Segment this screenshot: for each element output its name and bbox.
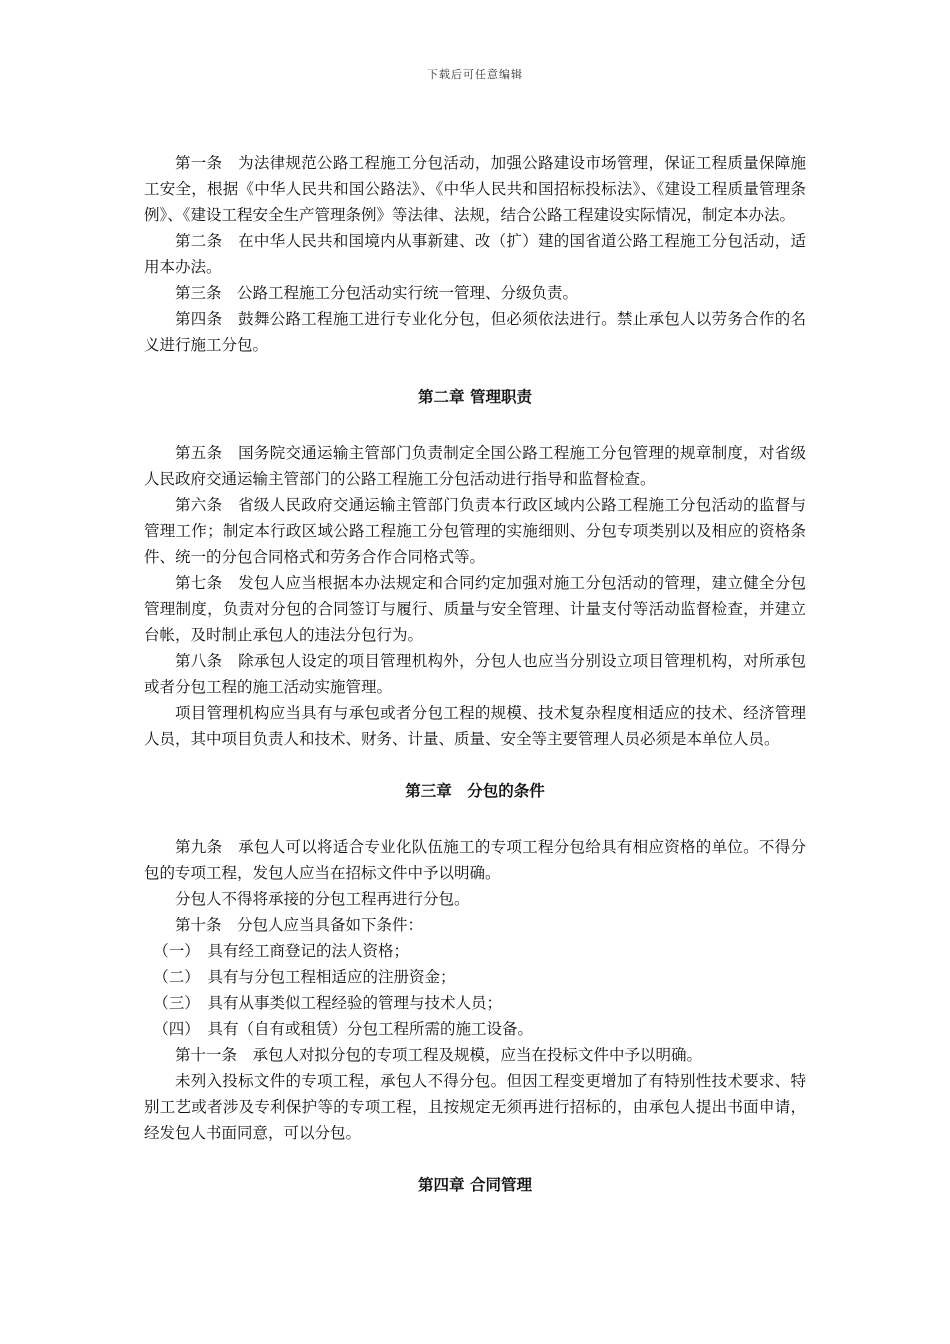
chapter-2-title: 第二章 管理职责 <box>418 387 532 406</box>
article-2: 第二条 在中华人民共和国境内从事新建、改（扩）建的国省道公路工程施工分包活动，适用本办法。 <box>144 232 806 276</box>
condition-item-3: （三） 具有从事类似工程经验的管理与技术人员； <box>153 994 503 1012</box>
condition-item-1: （一） 具有经工商登记的法人资格； <box>153 942 410 960</box>
article-1: 第一条 为法律规范公路工程施工分包活动，加强公路建设市场管理，保证工程质量保障施工安全，根据《中华人民共和国公路法》、《中华人民共和国招标投标法》、《建设工程质量管理条例》、《建设工程安全生产管理条例》等法律、法规，结合公路工程建设实际情况，制定本办法。 <box>144 154 806 224</box>
article-8-paragraph-2: 项目管理机构应当具有与承包或者分包工程的规模、技术复杂程度相适应的技术、经济管理人员，其中项目负责人和技术、财务、计量、质量、安全等主要管理人员必须是本单位人员。 <box>144 704 806 748</box>
document-body <box>144 150 806 1198</box>
chapter-4-title: 第四章 合同管理 <box>418 1175 532 1194</box>
condition-item-4: （四） 具有（自有或租赁）分包工程所需的施工设备。 <box>153 1020 534 1038</box>
article-11-paragraph-2: 未列入投标文件的专项工程，承包人不得分包。但因工程变更增加了有特别性技术要求、特别工艺或者涉及专利保护等的专项工程，且按规定无须再进行招标的，由承包人提出书面申请，经发包人书面同意，可以分包。 <box>144 1072 806 1142</box>
article-11: 第十一条 承包人对拟分包的专项工程及规模，应当在投标文件中予以明确。 <box>175 1046 703 1064</box>
article-6: 第六条 省级人民政府交通运输主管部门负责本行政区域内公路工程施工分包活动的监督与管理工作；制定本行政区域公路工程施工分包管理的实施细则、分包专项类别以及相应的资格条件、统一的分包合同格式和劳务合作合同格式等。 <box>144 496 806 566</box>
chapter-3-title: 第三章 分包的条件 <box>405 781 545 800</box>
article-7: 第七条 发包人应当根据本办法规定和合同约定加强对施工分包活动的管理，建立健全分包管理制度，负责对分包的合同签订与履行、质量与安全管理、计量支付等活动监督检查，并建立台帐，及时制止承包人的违法分包行为。 <box>144 574 806 644</box>
article-3: 第三条 公路工程施工分包活动实行统一管理、分级负责。 <box>175 284 579 302</box>
article-9: 第九条 承包人可以将适合专业化队伍施工的专项工程分包给具有相应资格的单位。不得分包的专项工程，发包人应当在招标文件中予以明确。 <box>144 838 806 882</box>
article-4: 第四条 鼓舞公路工程施工进行专业化分包，但必须依法进行。禁止承包人以劳务合作的名义进行施工分包。 <box>144 310 806 354</box>
article-10: 第十条 分包人应当具备如下条件： <box>175 916 424 934</box>
article-9-paragraph-2: 分包人不得将承接的分包工程再进行分包。 <box>175 890 470 908</box>
header-note: 下载后可任意编辑 <box>427 68 523 81</box>
article-8: 第八条 除承包人设定的项目管理机构外，分包人也应当分别设立项目管理机构，对所承包或者分包工程的施工活动实施管理。 <box>144 652 806 696</box>
condition-item-2: （二） 具有与分包工程相适应的注册资金； <box>153 968 456 986</box>
article-5: 第五条 国务院交通运输主管部门负责制定全国公路工程施工分包管理的规章制度，对省级人民政府交通运输主管部门的公路工程施工分包活动进行指导和监督检查。 <box>144 444 806 488</box>
